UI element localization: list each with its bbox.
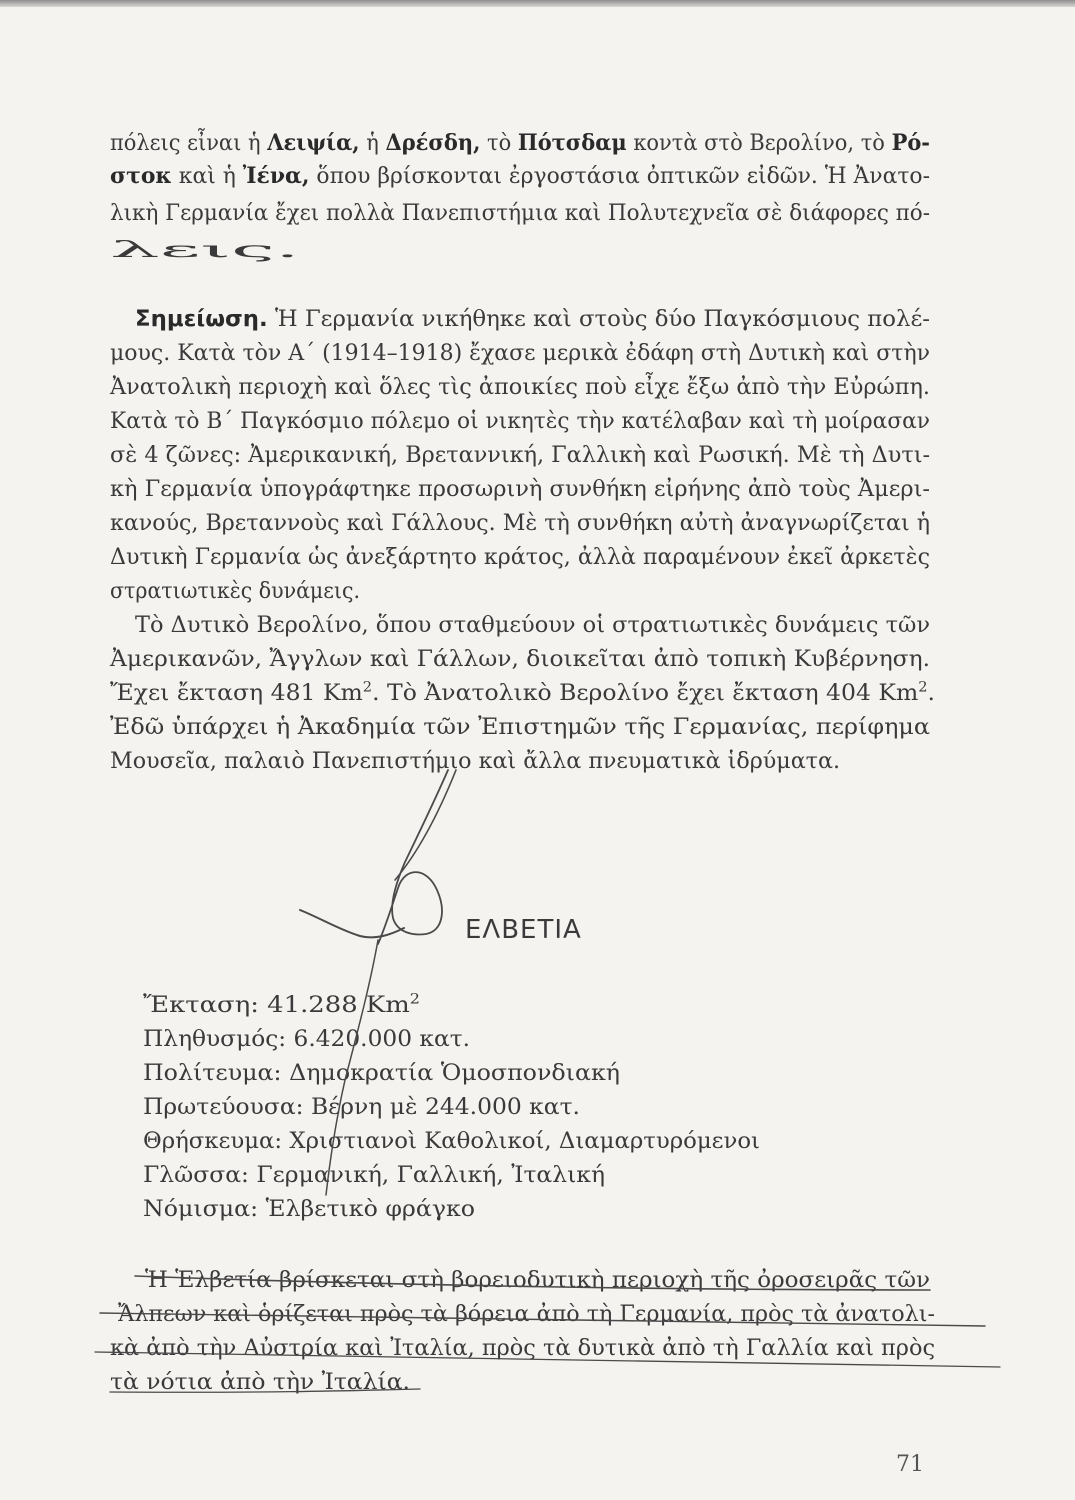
text-line: λικὴ Γερμανία ἔχει πολλὰ Πανεπιστήμια καὶ Πολυτεχνεῖα σὲ διάφορες πό- — [110, 200, 930, 226]
text-line: κανούς, Βρεταννοὺς καὶ Γάλλους. Μὲ τὴ συνθήκη αὐτὴ ἀναγνωρίζεται ἡ — [110, 510, 930, 536]
text-line: Ἀμερικανῶν, Ἄγγλων καὶ Γάλλων, διοικεῖται ἀπὸ τοπικὴ Κυβέρνηση. — [110, 646, 930, 672]
text-line: Ἄλπεων καὶ ὁρίζεται πρὸς τὰ βόρεια ἀπὸ τὴ Γερμανία, πρὸς τὰ ἀνατολι- — [118, 1301, 935, 1327]
text-line: Ἐδῶ ὑπάρχει ἡ Ἀκαδημία τῶν Ἐπιστημῶν τῆς Γερμανίας, περίφημα — [110, 714, 930, 740]
text-line: σὲ 4 ζῶνες: Ἀμερικανική, Βρεταννική, Γαλλικὴ καὶ Ρωσική. Μὲ τὴ Δυτι- — [110, 442, 930, 468]
fact-area: Ἔκταση: 41.288 Km$^2$ — [143, 991, 420, 1018]
text-line: Ἀνατολικὴ περιοχὴ καὶ ὅλες τὶς ἀποικίες ποὺ εἶχε ἔξω ἀπὸ τὴν Εὐρώπη. — [110, 374, 930, 400]
text-line: Κατὰ τὸ Β΄ Παγκόσμιο πόλεμο οἱ νικητὲς τὴν κατέλαβαν καὶ τὴ μοίρασαν — [110, 408, 930, 434]
fact-population: Πληθυσμός: 6.420.000 κατ. — [143, 1026, 470, 1052]
note-paragraph: Σημείωση. Ἡ Γερμανία νικήθηκε καὶ στοὺς δύο Παγκόσμιους πολέ- — [135, 306, 930, 332]
note-label: Σημείωση. — [135, 306, 268, 332]
underline-mark — [110, 1389, 420, 1392]
underline-mark — [135, 1276, 930, 1290]
text-line: Δυτικὴ Γερμανία ὡς ἀνεξάρτητο κράτος, ἀλλὰ παραμένουν ἐκεῖ ἀρκετὲς — [110, 544, 930, 570]
city-potsdam: Πότσδαμ — [517, 130, 627, 156]
text-line: λεις. — [110, 237, 300, 263]
city-rostock-cont: στοκ — [110, 163, 172, 189]
text-line: τὰ νότια ἀπὸ τὴν Ἰταλία. — [110, 1369, 410, 1395]
underline-mark — [100, 1313, 985, 1326]
fact-government: Πολίτευμα: Δημοκρατία Ὁμοσπονδιακή — [143, 1060, 620, 1086]
text-line: στρατιωτικὲς δυνάμεις. — [110, 578, 360, 604]
fact-religion: Θρήσκευμα: Χριστιανοὶ Καθολικοί, Διαμαρτυρόμενοι — [143, 1128, 760, 1154]
underline-mark — [95, 1352, 1000, 1367]
city-leipzig: Λειψία, — [267, 130, 360, 156]
page-number: 71 — [896, 1452, 924, 1477]
fact-language: Γλῶσσα: Γερμανική, Γαλλική, Ἰταλική — [143, 1162, 605, 1188]
city-jena: Ἰένα, — [242, 163, 310, 189]
fact-capital: Πρωτεύουσα: Βέρνη μὲ 244.000 κατ. — [143, 1094, 580, 1120]
text-line: Ἡ Ἑλβετία βρίσκεται στὴ βορειοδυτικὴ περιοχὴ τῆς ὀροσειρᾶς τῶν — [145, 1267, 930, 1293]
text-line: κὰ ἀπὸ τὴν Αὐστρία καὶ Ἰταλία, πρὸς τὰ δυτικὰ ἀπὸ τὴ Γαλλία καὶ πρὸς — [110, 1335, 935, 1361]
fact-currency: Νόμισμα: Ἑλβετικὸ φράγκο — [143, 1196, 475, 1222]
city-dresden: Δρέσδη, — [385, 130, 481, 156]
text-line: κὴ Γερμανία ὑπογράφτηκε προσωρινὴ συνθήκη εἰρήνης ἀπὸ τοὺς Ἀμερι- — [110, 476, 930, 502]
text-line: Ἔχει ἔκταση 481 Km$^2$. Τὸ Ἀνατολικὸ Βερολίνο ἔχει ἔκταση 404 Km$^2$. — [110, 679, 936, 706]
signature-tail — [326, 940, 378, 1195]
text-line: Τὸ Δυτικὸ Βερολίνο, ὅπου σταθμεύουν οἱ στρατιωτικὲς δυνάμεις τῶν — [135, 612, 930, 638]
text-line: πόλεις εἶναι ἡ Λειψία, ἡ Δρέσδη, τὸ Πότσδαμ κοντὰ στὸ Βερολίνο, τὸ Ρό- — [110, 130, 930, 156]
text-line: μους. Κατὰ τὸν Α΄ (1914–1918) ἔχασε μερικὰ ἐδάφη στὴ Δυτικὴ καὶ στὴν — [110, 340, 930, 366]
country-heading: ΕΛΒΕΤΙΑ — [465, 915, 582, 945]
signature-scribble — [378, 770, 448, 944]
text-line: Μουσεῖα, παλαιὸ Πανεπιστήμιο καὶ ἄλλα πνευματικὰ ἱδρύματα. — [110, 748, 840, 774]
text-line: στοκ καὶ ἡ Ἰένα, ὅπου βρίσκονται ἐργοστάσια ὀπτικῶν εἰδῶν. Ἡ Ἀνατο- — [110, 163, 930, 189]
city-rostock: Ρό- — [891, 130, 930, 156]
